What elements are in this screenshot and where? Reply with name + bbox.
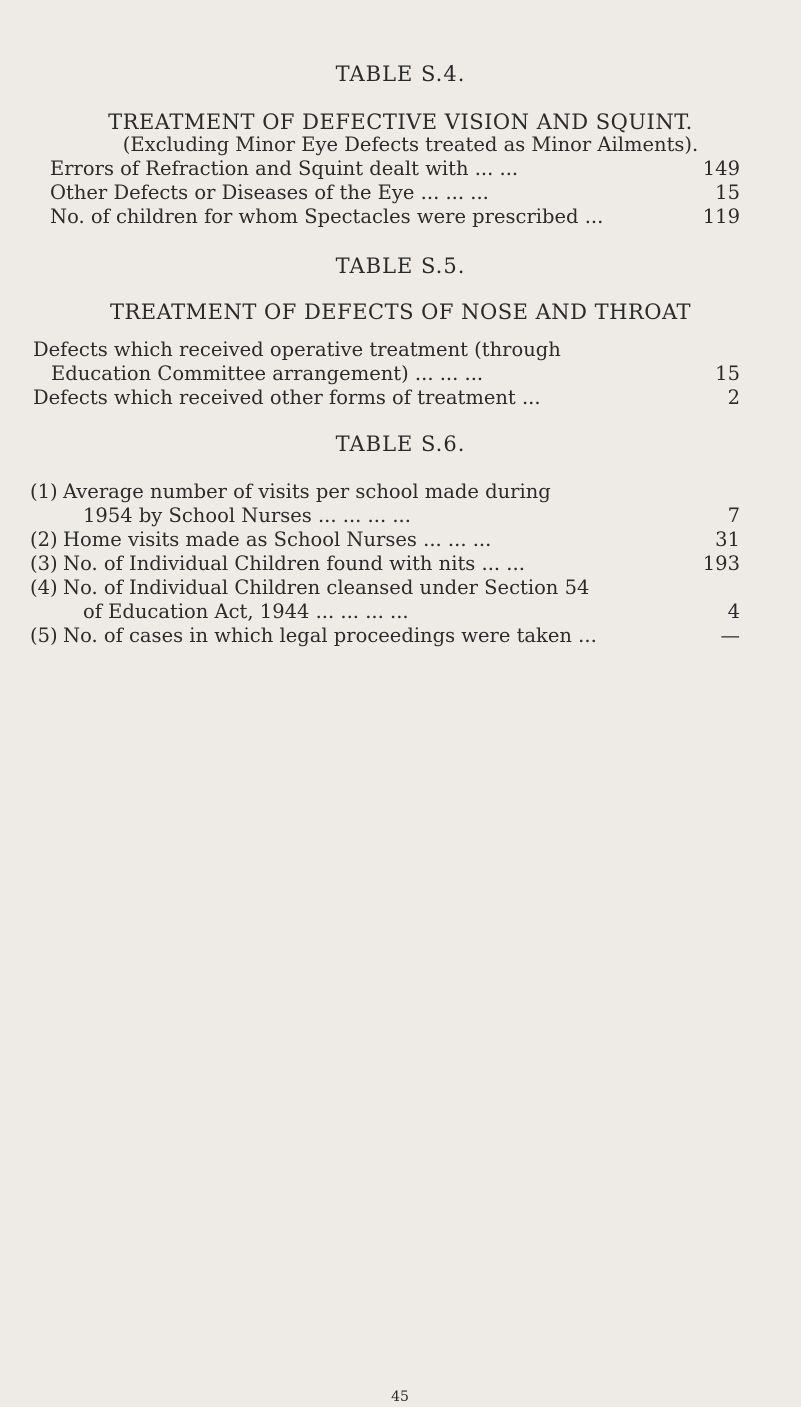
item-value: 7 <box>727 504 740 527</box>
row-value: 15 <box>715 362 740 385</box>
item-text: Average number of visits per school made during <box>63 480 551 503</box>
page-number: 45 <box>391 1389 409 1405</box>
item-value: 4 <box>727 600 740 623</box>
item-number: (1) <box>30 480 58 503</box>
item-value: — <box>720 624 740 647</box>
item-text: Home visits made as School Nurses ... ... ... <box>63 528 492 551</box>
item-value: 31 <box>715 528 740 551</box>
item-text-cont: 1954 by School Nurses ... ... ... ... <box>83 504 411 527</box>
table-s5-title: TABLE S.5. <box>335 254 466 278</box>
row-label-line2: Education Committee arrangement) ... ... ... <box>51 362 484 385</box>
table-s5-heading: TREATMENT OF DEFECTS OF NOSE AND THROAT <box>109 300 692 324</box>
table-s6-title: TABLE S.6. <box>335 432 466 456</box>
row-label: Defects which received other forms of treatment ... <box>33 386 541 409</box>
row-value: 149 <box>702 157 740 180</box>
row-label: Other Defects or Diseases of the Eye ... ... ... <box>50 181 489 204</box>
table-s4-title: TABLE S.4. <box>335 62 466 86</box>
item-number: (2) <box>30 528 58 551</box>
item-text: No. of Individual Children found with nits ... ... <box>63 552 525 575</box>
row-value: 119 <box>702 205 740 228</box>
row-label: No. of children for whom Spectacles were prescribed ... <box>50 205 604 228</box>
row-label-line1: Defects which received operative treatment (through <box>33 338 561 361</box>
item-value: 193 <box>702 552 740 575</box>
item-text-cont: of Education Act, 1944 ... ... ... ... <box>83 600 409 623</box>
item-number: (4) <box>30 576 58 599</box>
item-text: No. of cases in which legal proceedings were taken ... <box>63 624 597 647</box>
row-value: 2 <box>727 386 740 409</box>
table-s4-subheading: (Excluding Minor Eye Defects treated as Minor Ailments). <box>122 133 699 156</box>
row-label: Errors of Refraction and Squint dealt with ... ... <box>50 157 519 180</box>
item-text: No. of Individual Children cleansed under Section 54 <box>63 576 590 599</box>
item-number: (5) <box>30 624 58 647</box>
item-number: (3) <box>30 552 58 575</box>
row-value: 15 <box>715 181 740 204</box>
table-s4-heading: TREATMENT OF DEFECTIVE VISION AND SQUINT. <box>108 110 693 134</box>
